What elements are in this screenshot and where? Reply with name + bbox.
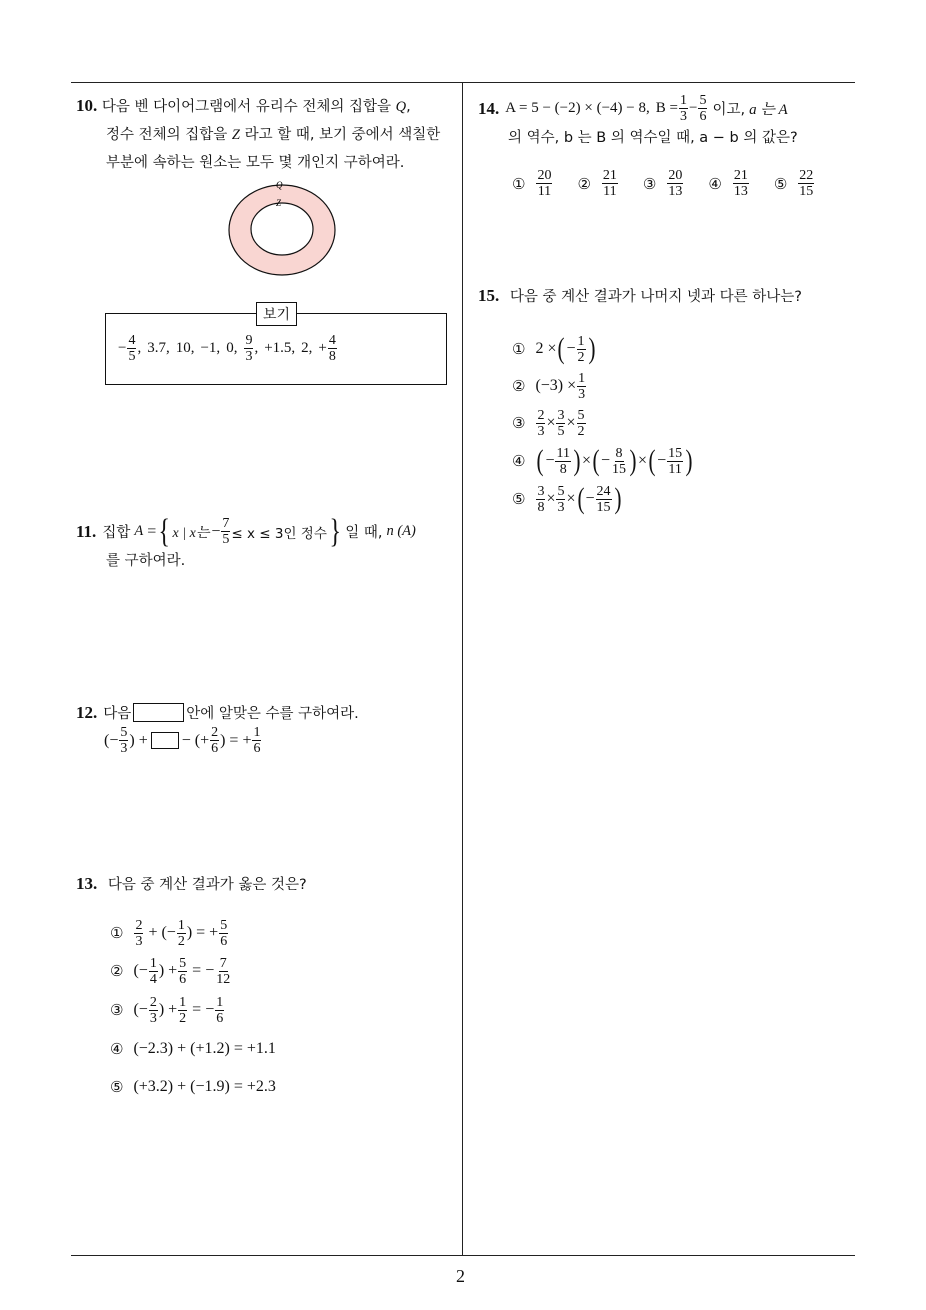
fraction: $\frac{21}{11}$ [602, 168, 617, 199]
fraction: $\frac{2}{3}$ [135, 917, 143, 949]
q13-options [110, 914, 276, 1106]
option-2[interactable]: ② (−3) × $\frac{1}{3}$ [512, 370, 586, 402]
fraction: $\frac{5}{2}$ [577, 407, 585, 439]
q14-options [512, 168, 815, 199]
option-4[interactable]: ④ $\frac{21}{13}$ [708, 168, 748, 199]
bogi-items: − $\frac{4}{5}$ , 3.7, 10, −1, 0, $\frac{9}{3}$ , +1.5, 2, + $\frac{4}{8}$ [118, 333, 336, 364]
fraction: $\frac{9}{3}$ [245, 333, 253, 364]
fraction: $\frac{4}{5}$ [128, 333, 136, 364]
fraction: $\frac{4}{8}$ [328, 333, 336, 364]
question-10: 10. 다음 벤 다이어그램에서 유리수 전체의 집합을 Q, 정수 전체의 집합을 Z 라고 할 때, 보기 중에서 색칠한 부분에 속하는 원소는 모두 몇 개인지 구하여라. [76, 96, 441, 171]
fraction: $\frac{5}{6}$ [699, 93, 707, 124]
fraction: $\frac{5}{3}$ [557, 483, 565, 515]
venn-diagram [226, 180, 338, 280]
fraction: $\frac{21}{13}$ [733, 168, 748, 199]
fraction: $\frac{8}{15}$ [612, 445, 627, 477]
answer-blank [151, 732, 179, 749]
question-14: 14. A = 5 − (−2) × (−4) − 8, B = $\frac{1}{3}$ − $\frac{5}{6}$ 이고, a 는 A 의 역수, b 는 B 의 역수일 때, a − b 의 값은? [478, 93, 798, 146]
question-13: 13. 다음 중 계산 결과가 옳은 것은? [76, 874, 307, 893]
q15-options [512, 330, 694, 518]
fraction: $\frac{20}{13}$ [668, 168, 683, 199]
fraction: $\frac{2}{3}$ [537, 407, 545, 439]
option-3[interactable]: ③ $\frac{2}{3}$ × $\frac{3}{5}$ × $\frac{5}{2}$ [512, 407, 585, 439]
fraction: $\frac{1}{3}$ [578, 370, 586, 402]
fraction: $\frac{22}{15}$ [799, 168, 814, 199]
option-2[interactable]: ② (− $\frac{1}{4}$ ) + $\frac{5}{6}$ = − $\frac{7}{12}$ [110, 955, 231, 987]
inner-set-z [251, 203, 313, 255]
option-1[interactable]: ① $\frac{20}{11}$ [512, 168, 552, 199]
question-11: 11. 집합 A = { x | x는 − $\frac{7}{5}$ ≤ x ≤ 3인 정수 } 일 때, n (A) 를 구하여라. [76, 512, 416, 569]
top-rule [71, 82, 855, 83]
fraction: $\frac{2}{6}$ [211, 725, 219, 756]
fraction: $\frac{1}{4}$ [149, 955, 157, 987]
column-divider [462, 82, 463, 1256]
question-12: 12. 다음 안에 알맞은 수를 구하여라. (− $\frac{5}{3}$ ) + − (+ $\frac{2}{6}$ ) = + $\frac{1}{6}$ [76, 702, 359, 756]
answer-blank [133, 703, 184, 722]
fraction: $\frac{3}{8}$ [537, 483, 545, 515]
bogi-title: 보기 [256, 302, 297, 326]
label-q: Q [276, 180, 283, 190]
question-15: 15. 다음 중 계산 결과가 나머지 넷과 다른 하나는? [478, 286, 802, 305]
fraction: $\frac{1}{2}$ [179, 994, 187, 1026]
option-1[interactable]: ① $\frac{2}{3}$ + (− $\frac{1}{2}$ ) = + $\frac{5}{6}$ [110, 917, 228, 949]
question-number: 10. [76, 96, 98, 115]
fraction: $\frac{2}{3}$ [149, 994, 157, 1026]
option-5[interactable]: ⑤ (+3.2) + (−1.9) = +2.3 [110, 1078, 276, 1096]
fraction: $\frac{5}{6}$ [179, 955, 187, 987]
fraction: $\frac{5}{3}$ [120, 725, 128, 756]
fraction: $\frac{1}{3}$ [679, 93, 687, 124]
fraction: $\frac{7}{5}$ [222, 516, 230, 547]
fraction: $\frac{15}{11}$ [668, 445, 683, 477]
option-4[interactable]: ④ ( − $\frac{11}{8}$ ) × ( − $\frac{8}{15}$ ) × ( − $\frac{15}{11}$ ) [512, 444, 693, 477]
fraction: $\frac{20}{11}$ [537, 168, 552, 199]
option-3[interactable]: ③ (− $\frac{2}{3}$ ) + $\frac{1}{2}$ = − $\frac{1}{6}$ [110, 994, 224, 1026]
fraction: $\frac{1}{2}$ [577, 333, 585, 365]
option-4[interactable]: ④ (−2.3) + (+1.2) = +1.1 [110, 1040, 276, 1058]
option-1[interactable]: ① 2 × ( − $\frac{1}{2}$ ) [512, 332, 596, 365]
fraction: $\frac{24}{15}$ [596, 483, 611, 515]
bottom-rule [71, 1255, 855, 1256]
fraction: $\frac{1}{6}$ [216, 994, 224, 1026]
fraction: $\frac{7}{12}$ [216, 955, 231, 987]
option-3[interactable]: ③ $\frac{20}{13}$ [642, 168, 683, 199]
fraction: $\frac{1}{2}$ [177, 917, 185, 949]
fraction: $\frac{11}{8}$ [556, 445, 570, 477]
fraction: $\frac{3}{5}$ [557, 407, 565, 439]
option-2[interactable]: ② $\frac{21}{11}$ [577, 168, 617, 199]
option-5[interactable]: ⑤ $\frac{22}{15}$ [773, 168, 814, 199]
option-5[interactable]: ⑤ $\frac{3}{8}$ × $\frac{5}{3}$ × ( − $\frac{24}{15}$ ) [512, 482, 622, 515]
page-number: 2 [456, 1266, 465, 1286]
label-z: Z [276, 198, 282, 208]
fraction: $\frac{1}{6}$ [253, 725, 261, 756]
fraction: $\frac{5}{6}$ [220, 917, 228, 949]
